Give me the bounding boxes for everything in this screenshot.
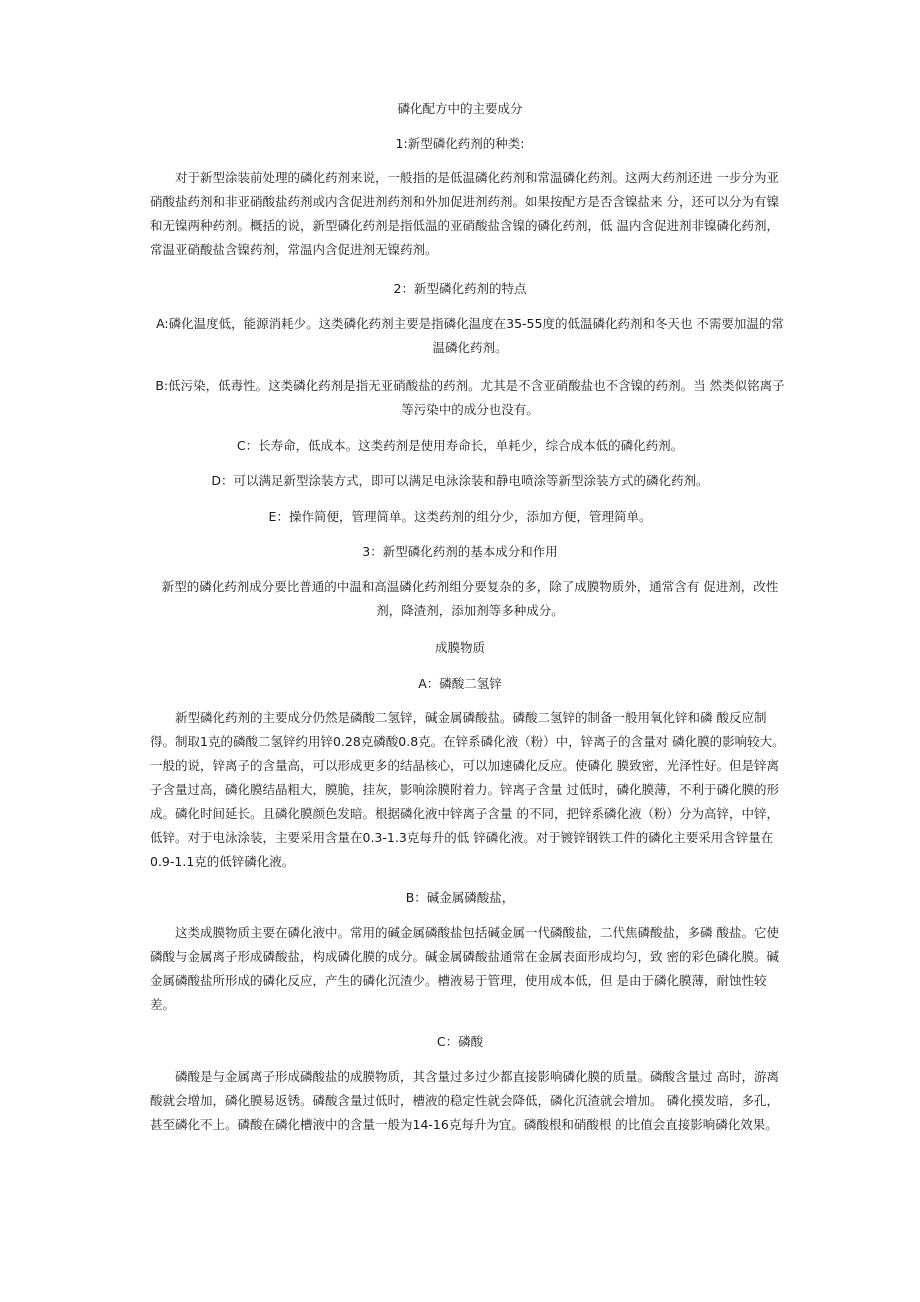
feature-item-c: C：长寿命，低成本。这类药剂是使用寿命长，单耗少，综合成本低的磷化药剂。 (236, 438, 684, 453)
section-1-body: 对于新型涂装前处理的磷化药剂来说，一般指的是低温磷化药剂和常温磷化药剂。这两大药剂还进 一步分为亚硝酸盐药剂和非亚硝酸盐药剂或内含促进剂药剂和外加促进剂药剂。如果按配方是否含镍盐来 分，还可以分为有镍和无镍两种药剂。概括的说，新型磷化药剂是指低温的亚硝酸盐含镍的磷化药剂，低 温内含促进剂非镍磷化药剂，常温亚硝酸盐含镍药剂，常温内含促进剂无镍药剂。 (150, 170, 779, 257)
section-2-heading: 2：新型磷化药剂的特点 (393, 281, 527, 296)
section-3-body: 新型的磷化药剂成分要比普通的中温和高温磷化药剂组分要复杂的多，除了成膜物质外，通常含有 促进剂，改性剂，降渣剂，添加剂等多种成分。 (161, 579, 779, 618)
sub-a-heading: A：磷酸二氢锌 (418, 676, 502, 691)
section-3-heading: 3：新型磷化药剂的基本成分和作用 (362, 544, 558, 559)
section-1-heading: 1:新型磷化药剂的种类: (395, 136, 525, 151)
sub-c-body: 磷酸是与金属离子形成磷酸盐的成膜物质，其含量过多过少都直接影响磷化膜的质量。磷酸含量过 高时，游离酸就会增加，磷化膜易返锈。磷酸含量过低时，槽液的稳定性就会降低，磷化沉渣就会增加。 磷化摸发暗，多孔，甚至磷化不上。磷酸在磷化槽液中的含量一般为14-16克每升为宜。磷酸根和硝酸根 的比值会直接影响磷化效果。 (150, 1069, 779, 1132)
sub-c-heading: C：磷酸 (436, 1034, 484, 1049)
film-heading: 成膜物质 (434, 640, 485, 655)
feature-item-a: A:磷化温度低，能源消耗少。这类磷化药剂主要是指磷化温度在35-55度的低温磷化药剂和冬天也 不需要加温的常温磷化药剂。 (156, 316, 784, 355)
document-title: 磷化配方中的主要成分 (397, 101, 523, 116)
feature-item-d: D：可以满足新型涂装方式，即可以满足电泳涂装和静电喷涂等新型涂装方式的磷化药剂。 (211, 473, 709, 488)
sub-a-body: 新型磷化药剂的主要成分仍然是磷酸二氢锌，碱金属磷酸盐。磷酸二氢锌的制备一般用氧化锌和磷 酸反应制得。制取1克的磷酸二氢锌约用锌0.28克磷酸0.8克。在锌系磷化液（粉）中，锌离子的含量对 磷化膜的影响较大。一般的说，锌离子的含量高，可以形成更多的结晶核心，可以加速磷化反应。使磷化 膜致密，光泽性好。但是锌离子含量过高，磷化膜结晶粗大，膜脆，挂灰，影响涂膜附着力。锌离子含量 过低时，磷化膜薄，不利于磷化膜的形成。磷化时间延长。且磷化膜颜色发暗。根据磷化液中锌离子含量 的不同，把锌系磷化液（粉）分为高锌，中锌，低锌。对于电泳涂装，主要采用含量在0.3-1.3克每升的低 锌磷化液。对于镀锌钢铁工件的磷化主要采用含锌量在0.9-1.1克的低锌磷化液。 (150, 710, 785, 869)
feature-item-b: B:低污染，低毒性。这类磷化药剂是指无亚硝酸盐的药剂。尤其是不含亚硝酸盐也不含镍的药剂。当 然类似铭离子等污染中的成分也没有。 (155, 378, 785, 417)
sub-b-heading: B：碱金属磷酸盐， (405, 890, 515, 905)
feature-item-e: E：操作简便，管理简单。这类药剂的组分少，添加方便，管理简单。 (268, 509, 652, 524)
sub-b-body: 这类成膜物质主要在磷化液中。常用的碱金属磷酸盐包括碱金属一代磷酸盐，二代焦磷酸盐，多磷 酸盐。它使磷酸与金属离子形成磷酸盐，构成磷化膜的成分。碱金属磷酸盐通常在金属表面形成均匀，致 密的彩色磷化膜。碱金属磷酸盐所形成的磷化反应，产生的磷化沉渣少。槽液易于管理，使用成本低，但 是由于磷化膜薄，耐蚀性较差。 (150, 925, 779, 1012)
